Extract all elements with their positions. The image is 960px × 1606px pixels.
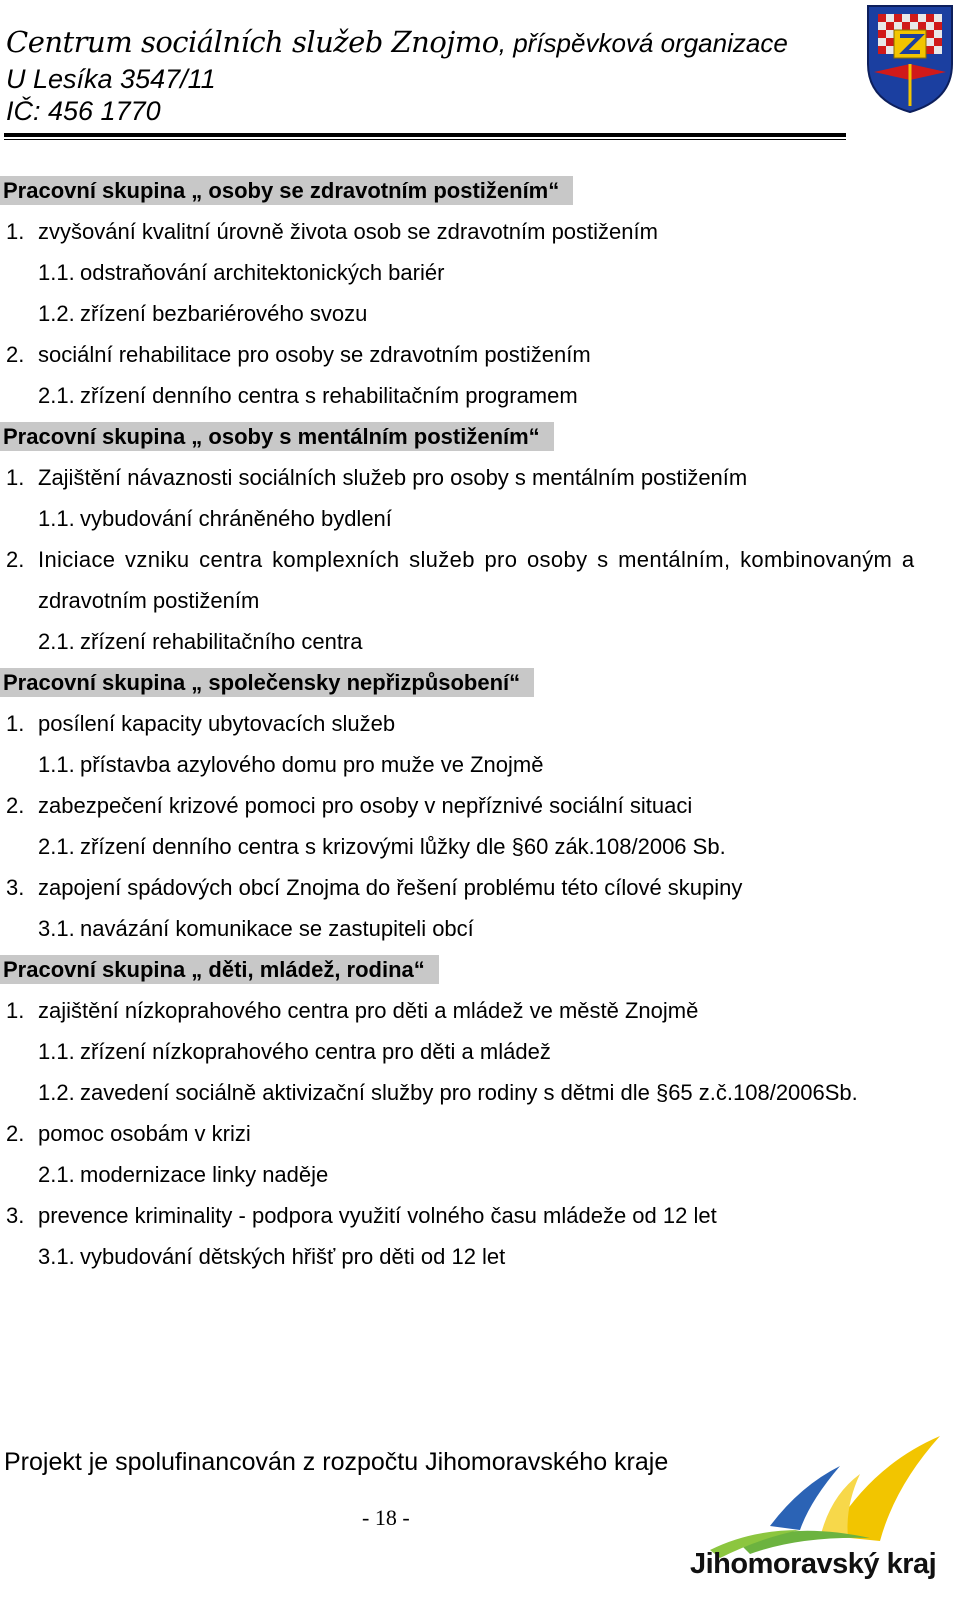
list-item: 1. zajištění nízkoprahového centra pro děti a mládež ve městě Znojmě (6, 998, 699, 1023)
list-subitem: 1.1. přístavba azylového domu pro muže ve Znojmě (38, 752, 544, 777)
list-subitem: 3.1. navázání komunikace se zastupiteli obcí (38, 916, 474, 941)
letterhead (6, 22, 788, 127)
list-item: 1. Zajištění návaznosti sociálních služeb pro osoby s mentálním postižením (6, 465, 748, 490)
list-subitem: 3.1. vybudování dětských hřišť pro děti od 12 let (38, 1244, 506, 1269)
list-subitem: 2.1. zřízení denního centra s rehabilitačním programem (38, 383, 578, 408)
organization-ic: IČ: 456 1770 (6, 96, 161, 126)
cofinance-note: Projekt je spolufinancován z rozpočtu Jihomoravského kraje (4, 1448, 669, 1476)
header-rule-thin (4, 139, 846, 140)
list-subitem: 2.1. zřízení denního centra s krizovými lůžky dle §60 zák.108/2006 Sb. (38, 834, 726, 859)
list-item: 3. zapojení spádových obcí Znojma do řešení problému této cílové skupiny (6, 875, 743, 900)
list-subitem: 1.1. odstraňování architektonických bariér (38, 260, 445, 285)
list-item: 3. prevence kriminality - podpora využití volného času mládeže od 12 let (6, 1203, 717, 1228)
list-item-continuation: zdravotním postižením (38, 588, 260, 613)
list-item: 2. sociální rehabilitace pro osoby se zdravotním postižením (6, 342, 591, 367)
list-subitem: 2.1. modernizace linky naděje (38, 1162, 329, 1187)
list-subitem: 1.1. zřízení nízkoprahového centra pro děti a mládež (38, 1039, 551, 1064)
organization-type: , příspěvková organizace (498, 28, 788, 58)
group-heading: Pracovní skupina „ osoby se zdravotním postižením“ (0, 170, 960, 211)
header-rule (4, 133, 846, 137)
working-groups (0, 170, 960, 1277)
list-item: 2. Iniciace vzniku centra komplexních služeb pro osoby s mentálním, kombinovaným a (6, 547, 915, 572)
list-item: 2. pomoc osobám v krizi (6, 1121, 251, 1146)
list-item: 1. zvyšování kvalitní úrovně života osob se zdravotním postižením (6, 219, 658, 244)
kraj-logo-text: Jihomoravský kraj (690, 1548, 937, 1580)
list-subitem: 2.1. zřízení rehabilitačního centra (38, 629, 363, 654)
list-subitem: 1.2. zavedení sociálně aktivizační služby pro rodiny s dětmi dle §65 z.č.108/2006Sb. (38, 1080, 858, 1105)
list-item: 1. posílení kapacity ubytovacích služeb (6, 711, 396, 736)
group-heading: Pracovní skupina „ společensky nepřizpůsobení“ (0, 662, 960, 703)
znojmo-coat-of-arms-icon (864, 2, 956, 115)
list-subitem: 1.2. zřízení bezbariérového svozu (38, 301, 368, 326)
group-heading: Pracovní skupina „ osoby s mentálním postižením“ (0, 416, 960, 457)
group-heading: Pracovní skupina „ děti, mládež, rodina“ (0, 949, 960, 990)
organization-name: Centrum sociálních služeb Znojmo (6, 25, 499, 59)
list-item: 2. zabezpečení krizové pomoci pro osoby v nepříznivé sociální situaci (6, 793, 693, 818)
organization-address: U Lesíka 3547/11 (6, 64, 216, 94)
page-number: - 18 - (362, 1505, 410, 1530)
list-subitem: 1.1. vybudování chráněného bydlení (38, 506, 392, 531)
